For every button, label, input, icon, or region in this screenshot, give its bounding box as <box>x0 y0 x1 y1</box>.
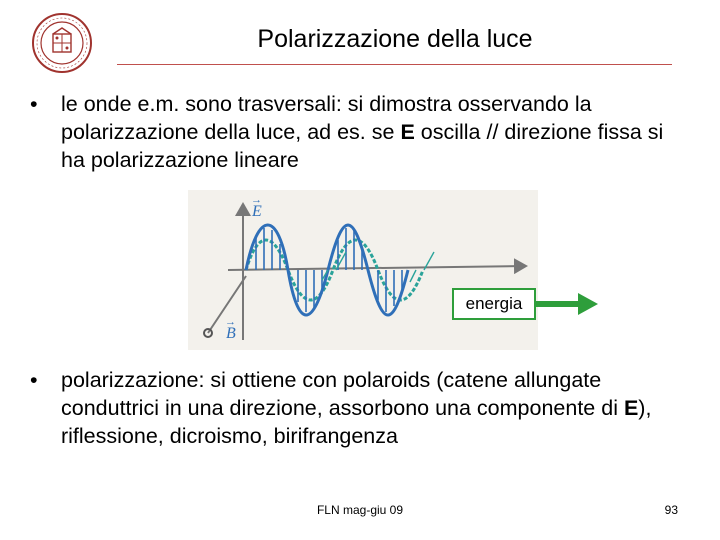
bullet-text <box>61 366 691 450</box>
university-seal-logo <box>26 12 98 74</box>
slide-title: Polarizzazione della luce <box>257 25 533 53</box>
bullet-marker: • <box>30 92 38 116</box>
bullet-marker: • <box>30 368 38 392</box>
energy-label: energia <box>465 294 523 313</box>
page-number: 93 <box>664 503 678 517</box>
title-divider <box>117 64 672 65</box>
energy-label-box <box>452 288 536 320</box>
bullet-text-bold-e: E <box>400 120 415 144</box>
bullet-text-part: oscilla // direzione fissa si ha polarizzazione lineare <box>61 120 664 172</box>
b-vector-arrow-icon: → <box>225 316 236 328</box>
energy-arrow-icon <box>536 291 600 317</box>
e-vector-label: E <box>252 203 262 220</box>
bullet-text-part: ), riflessione, dicroismo, birifrangenza <box>61 396 652 448</box>
b-vector-label: B <box>226 325 236 342</box>
bullet-text <box>61 90 691 174</box>
wave-figure <box>188 190 538 350</box>
e-vector-arrow-icon: → <box>251 194 262 206</box>
bullet-text-bold-e: E <box>623 396 639 420</box>
bullet-text-part: polarizzazione: si ottiene con polaroids (catene allungate conduttrici in una direzione, assorbono una componente di <box>61 368 624 420</box>
bullet-text-part: le onde e.m. sono trasversali: si dimostra osservando la polarizzazione della luce, ad es. se <box>61 92 592 144</box>
footer-course: FLN mag-giu 09 <box>316 503 404 517</box>
